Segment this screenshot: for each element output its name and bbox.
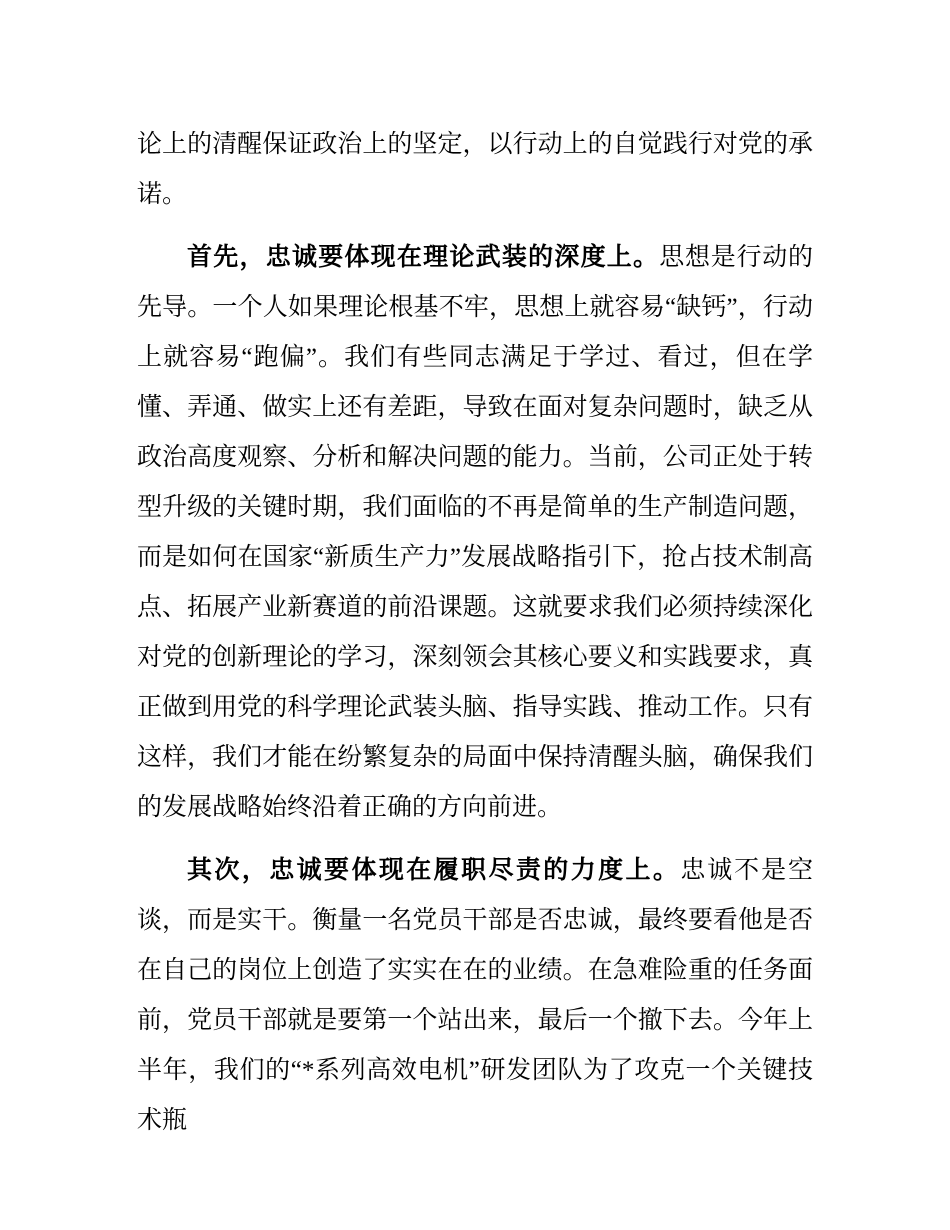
- text-run: 忠诚不是空谈，而是实干。衡量一名党员干部是否忠诚，最终要看他是否在自己的岗位上创造了实实在在的业绩。在急难险重的任务面前，党员干部就是要第一个站出来，最后一个撤下去。今年上半年，我们的“*系列高效电机”研发团队为了攻克一个关键技术瓶: [137, 857, 813, 1134]
- text-run-bold: 首先，忠诚要体现在理论武装的深度上。: [187, 243, 660, 271]
- text-run: 论上的清醒保证政治上的坚定，以行动上的自觉践行对党的承诺。: [137, 131, 813, 208]
- paragraph: [137, 232, 813, 833]
- paragraph: [137, 120, 813, 220]
- text-run-bold: 其次，忠诚要体现在履职尽责的力度上。: [187, 856, 681, 884]
- paragraph: [137, 845, 813, 1146]
- document-content: [137, 120, 813, 1158]
- text-run: 思想是行动的先导。一个人如果理论根基不牢，思想上就容易“缺钙”，行动上就容易“跑偏”。我们有些同志满足于学过、看过，但在学懂、弄通、做实上还有差距，导致在面对复杂问题时，缺乏从政治高度观察、分析和解决问题的能力。当前，公司正处于转型升级的关键时期，我们面临的不再是简单的生产制造问题，而是如何在国家“新质生产力”发展战略指引下，抢占技术制高点、拓展产业新赛道的前沿课题。这就要求我们必须持续深化对党的创新理论的学习，深刻领会其核心要义和实践要求，真正做到用党的科学理论武装头脑、指导实践、推动工作。只有这样，我们才能在纷繁复杂的局面中保持清醒头脑，确保我们的发展战略始终沿着正确的方向前进。: [137, 244, 813, 821]
